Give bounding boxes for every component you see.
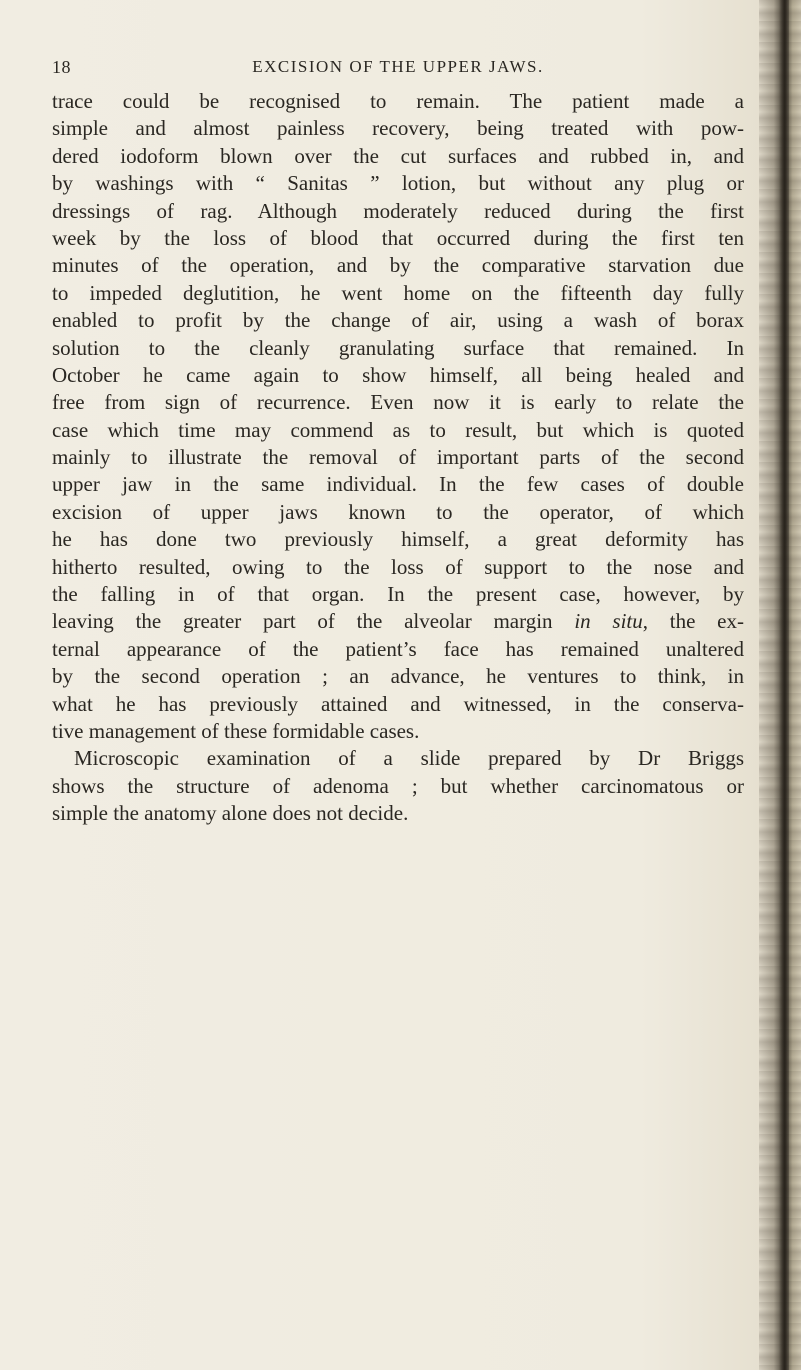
text-line: simple and almost painless recovery, being treated with pow-	[52, 116, 744, 141]
page-number: 18	[52, 57, 71, 77]
text-line: excision of upper jaws known to the operator, of which	[52, 499, 744, 524]
text-segment: leaving the greater part of the alveolar margin	[52, 609, 575, 634]
running-title: EXCISION OF THE UPPER JAWS.	[252, 57, 544, 76]
text-line: mainly to illustrate the removal of important parts of the second	[52, 445, 744, 470]
text-line: free from sign of recurrence. Even now it is early to relate the	[52, 390, 744, 415]
text-line: enabled to profit by the change of air, using a wash of borax	[52, 308, 744, 333]
text-line: October he came again to show himself, all being healed and	[52, 362, 744, 387]
text-line: what he has previously attained and witnessed, in the conserva-	[52, 691, 744, 716]
body-text	[52, 88, 744, 828]
paragraph-2	[52, 745, 744, 827]
text-line: upper jaw in the same individual. In the few cases of double	[52, 472, 744, 497]
page-edge-shadow	[779, 0, 789, 1370]
text-line: ternal appearance of the patient’s face has remained unaltered	[52, 636, 744, 661]
text-line: he has done two previously himself, a great deformity has	[52, 527, 744, 552]
text-line: simple the anatomy alone does not decide.	[52, 801, 409, 826]
text-line: by the second operation ; an advance, he ventures to think, in	[52, 664, 744, 689]
text-line: case which time may commend as to result, but which is quoted	[52, 417, 744, 442]
page-header	[52, 57, 744, 81]
text-line: solution to the cleanly granulating surface that remained. In	[52, 335, 744, 360]
text-line: minutes of the operation, and by the comparative starvation due	[52, 253, 744, 278]
text-line: dressings of rag. Although moderately reduced during the first	[52, 198, 744, 223]
text-line: to impeded deglutition, he went home on the fifteenth day fully	[52, 280, 744, 305]
text-line: Microscopic examination of a slide prepared by Dr Briggs	[74, 746, 744, 771]
text-segment: , the ex-	[642, 609, 744, 634]
text-line: dered iodoform blown over the cut surfaces and rubbed in, and	[52, 143, 744, 168]
text-line-with-italic	[52, 608, 744, 635]
text-line: trace could be recognised to remain. The patient made a	[52, 89, 744, 113]
text-line: tive management of these formidable cases.	[52, 718, 420, 743]
italic-phrase: in situ	[574, 609, 643, 634]
text-line: by washings with “ Sanitas ” lotion, but without any plug or	[52, 171, 744, 196]
text-line: hitherto resulted, owing to the loss of support to the nose and	[52, 554, 744, 579]
text-line: the falling in of that organ. In the present case, however, by	[52, 582, 744, 607]
paragraph-1	[52, 88, 744, 745]
text-line: week by the loss of blood that occurred during the first ten	[52, 225, 744, 250]
text-line: shows the structure of adenoma ; but whether carcinomatous or	[52, 773, 744, 798]
